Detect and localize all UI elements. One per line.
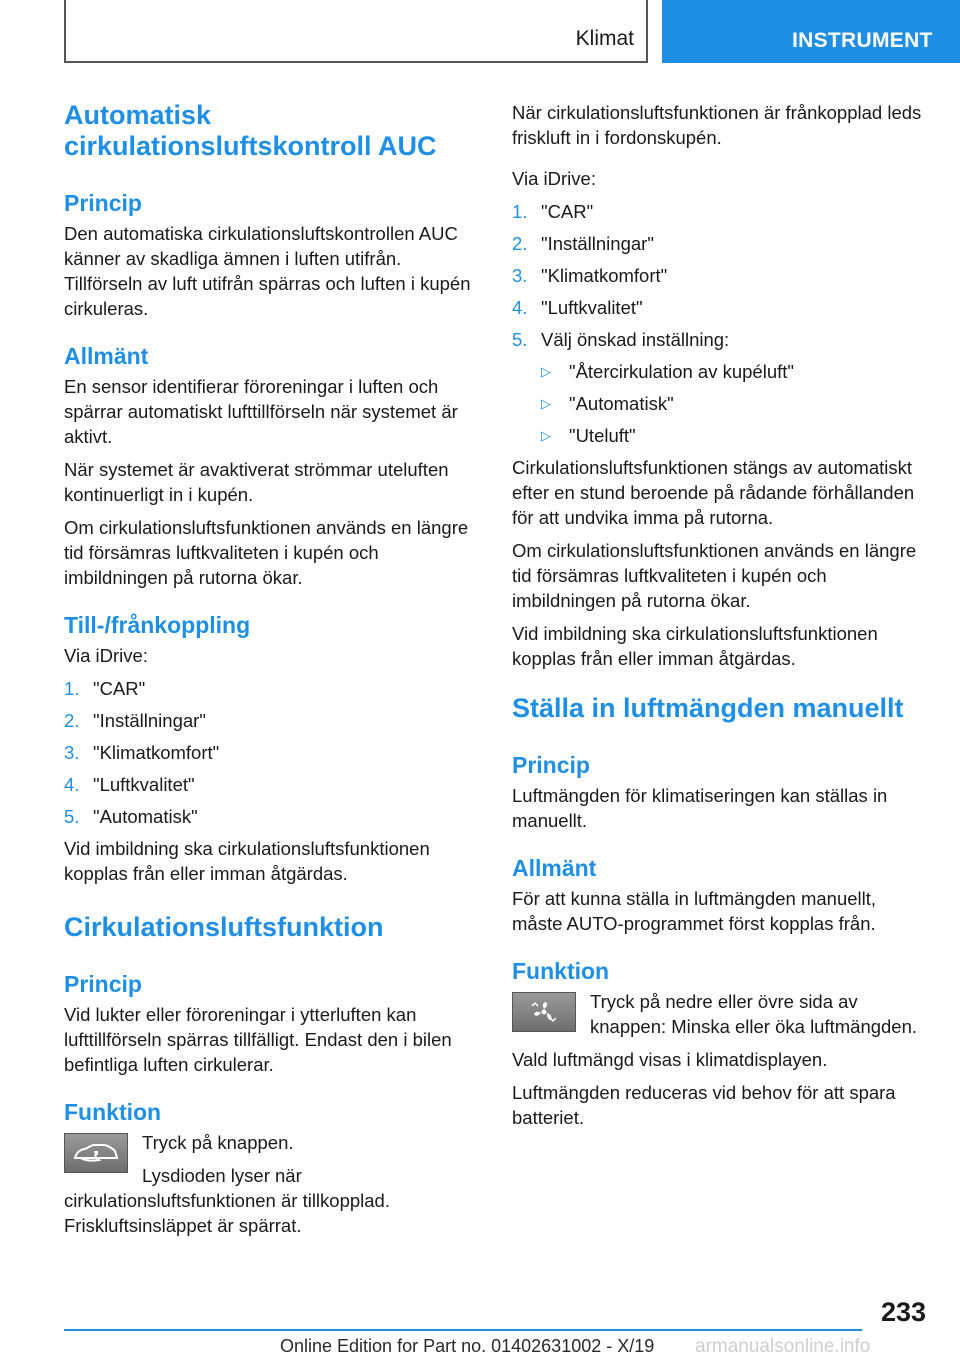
right-column	[512, 100, 926, 1138]
auc-allmant-p1: En sensor identifierar föroreningar i luften och spärrar automatiskt lufttillförseln när systemet är aktivt.	[64, 376, 458, 447]
list-item: 2. "Inställningar"	[512, 233, 654, 254]
list-item: 5. Välj önskad inställning:	[512, 329, 730, 350]
watermark: armanualsonline.info	[695, 1336, 871, 1357]
via-idrive-label: Via iDrive:	[64, 645, 148, 666]
via-idrive-label-right: Via iDrive:	[512, 168, 596, 189]
recirculation-car-icon	[64, 1133, 128, 1173]
list-item: 4. "Luftkvalitet"	[512, 297, 643, 318]
footer-divider	[64, 1329, 862, 1331]
chapter-tab	[662, 0, 960, 63]
intro-text: När cirkulationsluftsfunktionen är frånkopplad leds friskluft in i fordonskupén.	[512, 102, 922, 148]
list-item: 4. "Luftkvalitet"	[64, 774, 195, 795]
triangle-bullet-icon: ▷	[541, 364, 551, 379]
fan-speed-icon	[512, 992, 576, 1032]
list-item: ▷ "Automatisk"	[541, 393, 674, 414]
fan-function-block	[512, 989, 926, 1047]
list-item: 2. "Inställningar"	[64, 710, 206, 731]
triangle-bullet-icon: ▷	[541, 428, 551, 443]
section-title: Klimat	[575, 27, 634, 50]
list-item: ▷ "Återcirkulation av kupéluft"	[541, 361, 794, 382]
auto-off-text: Cirkulationsluftsfunktionen stängs av automatiskt efter en stund beroende på rådande förhållanden för att undvika imma på rutorna.	[512, 457, 915, 528]
auc-allmant-heading: Allmänt	[64, 343, 149, 369]
till-fran-heading: Till-/frånkoppling	[64, 612, 251, 638]
header-frame	[64, 0, 648, 63]
cirk-title: Cirkulationsluftsfunktion	[64, 912, 384, 942]
manual-title: Ställa in luftmängden manuellt	[512, 693, 904, 723]
auc-allmant-p2: När systemet är avaktiverat strömmar uteluften kontinuerligt in i kupén.	[64, 459, 449, 505]
manual-princip-heading: Princip	[512, 752, 590, 778]
auc-princip-heading: Princip	[64, 190, 142, 216]
imbildning-text-right: Vid imbildning ska cirkulationsluftsfunktionen kopplas från eller imman åtgärdas.	[512, 623, 878, 669]
display-text: Vald luftmängd visas i klimatdisplayen.	[512, 1049, 828, 1070]
funktion-p1: Tryck på knappen.	[142, 1132, 294, 1153]
manual-allmant-heading: Allmänt	[512, 855, 597, 881]
list-item: 5. "Automatisk"	[64, 806, 198, 827]
cirk-princip-heading: Princip	[64, 971, 142, 997]
list-item: 3. "Klimatkomfort"	[64, 742, 220, 763]
list-item: 1. "CAR"	[64, 678, 146, 699]
footer-edition: Online Edition for Part no. 01402631002 - X/19	[280, 1336, 655, 1356]
recirc-function-block	[64, 1130, 478, 1246]
manual-funktion-heading: Funktion	[512, 958, 610, 984]
list-item: 1. "CAR"	[512, 201, 594, 222]
list-item: ▷ "Uteluft"	[541, 425, 636, 446]
left-column	[64, 100, 478, 1246]
long-use-text: Om cirkulationsluftsfunktionen används en längre tid försämras luftkvaliteten i kupén och imbildningen på rutorna ökar.	[512, 540, 917, 611]
funktion-p2: Lysdioden lyser när cirkulationsluftsfunktionen är tillkopplad. Friskluftsinsläppet är spärrat.	[64, 1165, 390, 1236]
auc-allmant-p3: Om cirkulationsluftsfunktionen används en längre tid försämras luftkvaliteten i kupén och imbildningen på rutorna ökar.	[64, 517, 469, 588]
manual-allmant-text: För att kunna ställa in luftmängden manuellt, måste AUTO-programmet först kopplas från.	[512, 888, 877, 934]
cirk-princip-text: Vid lukter eller föroreningar i ytterluften kan lufttillförseln spärras tillfälligt. Endast den i bilen befintliga luften cirkulerar.	[64, 1004, 452, 1075]
auc-princip-text: Den automatiska cirkulationsluftskontrollen AUC känner av skadliga ämnen i luften utifrån. Tillförseln av luft utifrån spärras och luften i kupén cirkuleras.	[64, 223, 471, 319]
battery-text: Luftmängden reduceras vid behov för att spara batteriet.	[512, 1082, 896, 1128]
triangle-bullet-icon: ▷	[541, 396, 551, 411]
page-number: 233	[880, 1297, 926, 1327]
manual-funktion-text: Tryck på nedre eller övre sida av knappen: Minska eller öka luftmängden.	[590, 991, 918, 1037]
setting-options-list	[512, 359, 926, 448]
manual-princip-text: Luftmängden för klimatiseringen kan ställas in manuellt.	[512, 785, 888, 831]
left-steps-list	[64, 676, 478, 829]
imbildning-text: Vid imbildning ska cirkulationsluftsfunktionen kopplas från eller imman åtgärdas.	[64, 838, 430, 884]
right-steps-list	[512, 199, 926, 352]
cirk-funktion-heading: Funktion	[64, 1099, 162, 1125]
auc-title: Automatisk cirkulationsluftskontroll AUC	[64, 100, 437, 161]
list-item: 3. "Klimatkomfort"	[512, 265, 668, 286]
chapter-title: INSTRUMENT	[792, 29, 933, 52]
